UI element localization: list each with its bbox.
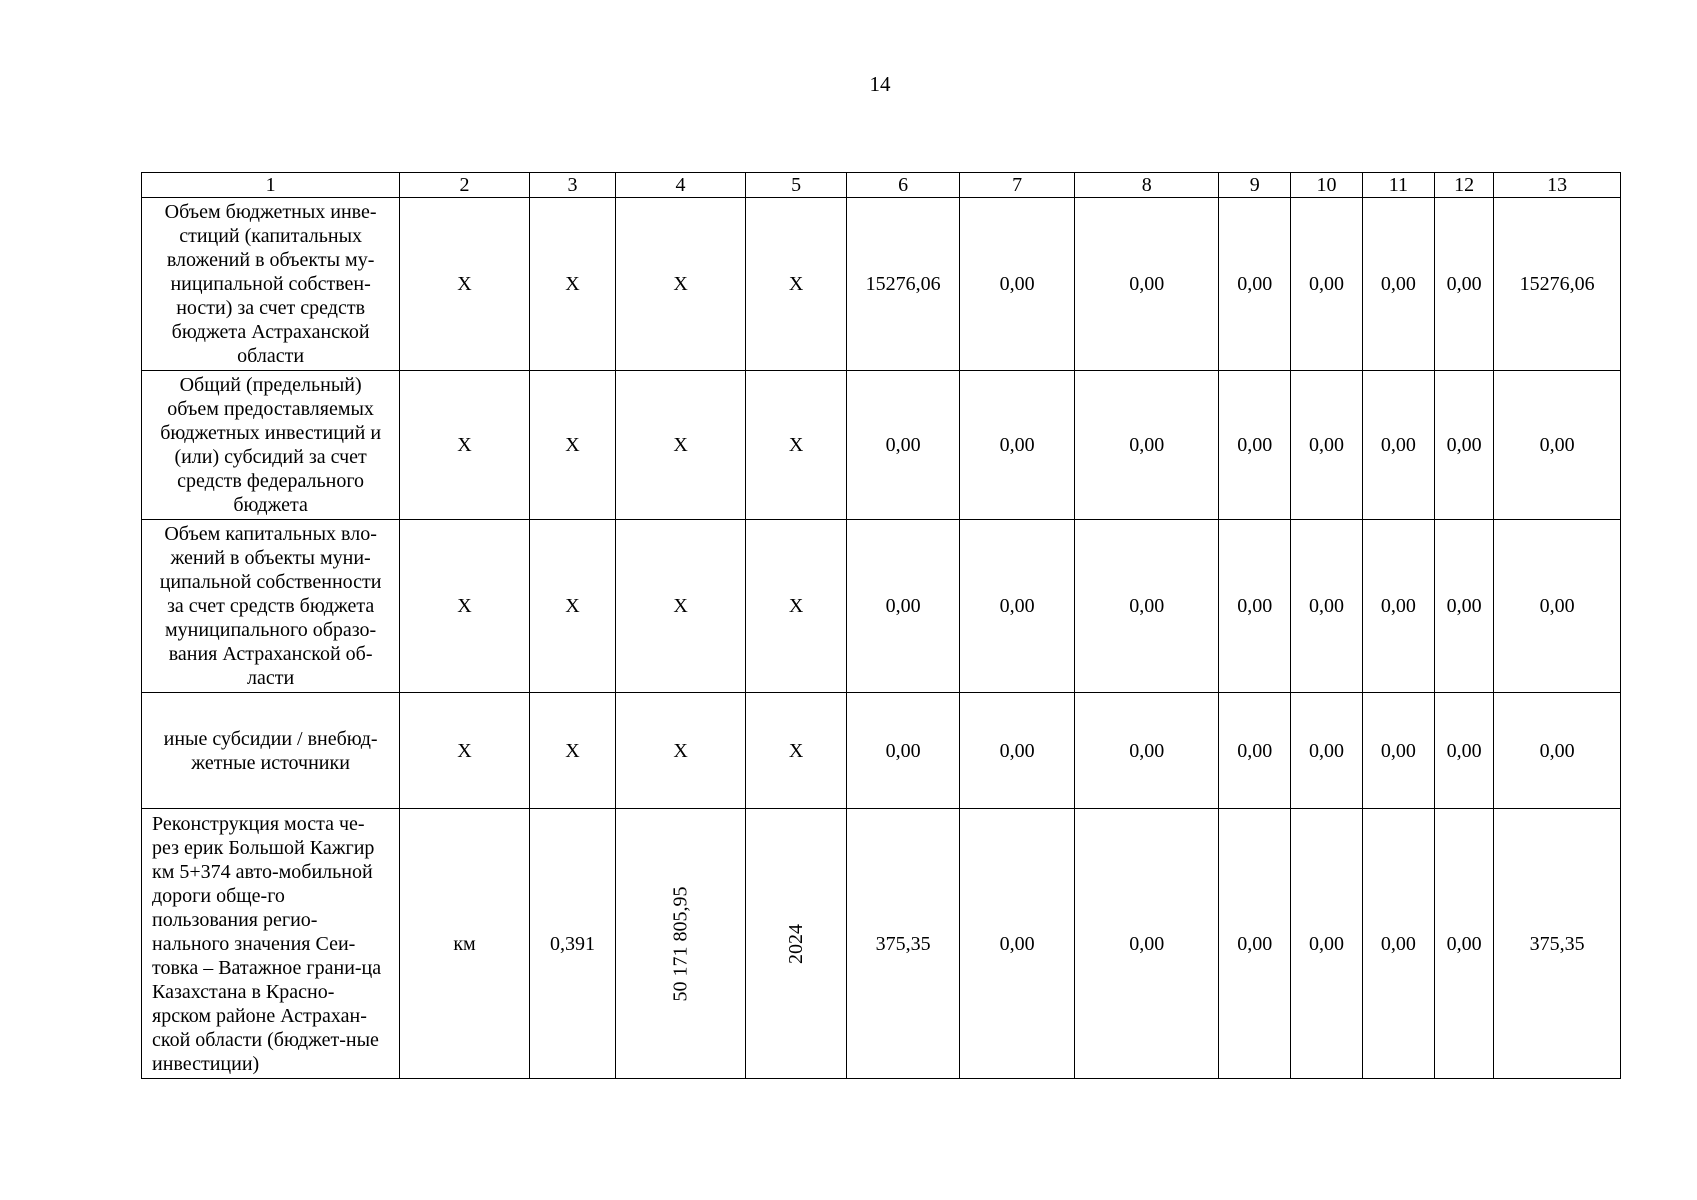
table-cell: 0,00 <box>1435 198 1494 371</box>
table-cell: X <box>616 520 746 693</box>
table-cell: X <box>400 693 530 809</box>
table-cell: X <box>745 520 846 693</box>
table-cell: X <box>616 198 746 371</box>
table-cell: 0,00 <box>1291 809 1362 1079</box>
table-cell: 0,00 <box>959 520 1075 693</box>
table-cell: 0,00 <box>1494 520 1621 693</box>
header-cell: 10 <box>1291 173 1362 198</box>
header-cell: 5 <box>745 173 846 198</box>
table-cell: 0,00 <box>959 809 1075 1079</box>
row-description: иные субсидии / внебюд-жетные источники <box>142 693 400 809</box>
table-cell: 0,00 <box>1362 198 1434 371</box>
table-cell: X <box>529 371 615 520</box>
table-cell: 0,00 <box>1291 520 1362 693</box>
table-cell: 0,00 <box>1435 520 1494 693</box>
budget-table <box>141 172 1621 1079</box>
table-cell: 0,00 <box>1075 809 1219 1079</box>
row-description: Общий (предельный) объем предоставляемых бюджетных инвестиций и (или) субсидий за счет средств федерального бюджета <box>142 371 400 520</box>
table-cell: X <box>745 371 846 520</box>
table-cell: 0,00 <box>847 371 960 520</box>
table-cell: 0,00 <box>1075 371 1219 520</box>
header-cell: 2 <box>400 173 530 198</box>
table-cell: X <box>745 198 846 371</box>
header-cell: 11 <box>1362 173 1434 198</box>
table-cell: 0,00 <box>1435 693 1494 809</box>
table-cell: 0,00 <box>847 693 960 809</box>
table-cell: 0,00 <box>1362 520 1434 693</box>
table-row <box>142 693 1621 809</box>
table-cell: 0,00 <box>1494 693 1621 809</box>
table-cell: 0,00 <box>1291 198 1362 371</box>
table-cell: 0,00 <box>1291 693 1362 809</box>
row-description: Объем капитальных вло-жений в объекты муни-ципальной собственности за счет средств бюджета муниципального образо-вания Астраханской об-ласти <box>142 520 400 693</box>
table-cell: X <box>529 198 615 371</box>
rotated-value: 50 171 805,95 <box>669 886 692 1001</box>
table-row <box>142 809 1621 1079</box>
table-cell: 0,00 <box>847 520 960 693</box>
table-cell: 0,00 <box>959 198 1075 371</box>
table-cell: 375,35 <box>847 809 960 1079</box>
table-cell: 0,00 <box>1219 809 1291 1079</box>
header-cell: 12 <box>1435 173 1494 198</box>
table-row <box>142 198 1621 371</box>
rotated-year: 2024 <box>785 923 808 964</box>
table-cell: 0,00 <box>1075 693 1219 809</box>
header-row <box>142 173 1621 198</box>
table-cell: 0,00 <box>1291 371 1362 520</box>
table-cell: X <box>400 198 530 371</box>
table-cell: 15276,06 <box>847 198 960 371</box>
table-cell: 15276,06 <box>1494 198 1621 371</box>
header-cell: 7 <box>959 173 1075 198</box>
table-cell: 375,35 <box>1494 809 1621 1079</box>
table-cell: X <box>529 693 615 809</box>
header-cell: 1 <box>142 173 400 198</box>
table-cell: 0,00 <box>1219 371 1291 520</box>
table-cell: 0,00 <box>1219 693 1291 809</box>
table-cell: 0,00 <box>1435 809 1494 1079</box>
table-cell: км <box>400 809 530 1079</box>
header-cell: 4 <box>616 173 746 198</box>
table-cell: X <box>616 371 746 520</box>
table-cell: 0,00 <box>1494 371 1621 520</box>
row-description: Объем бюджетных инве-стиций (капитальных вложений в объекты му-ниципальной собствен-ности) за счет средств бюджета Астраханской области <box>142 198 400 371</box>
table-cell: 0,00 <box>1362 809 1434 1079</box>
row-description: Реконструкция моста че-рез ерик Большой Кажгир км 5+374 авто-мобильной дороги обще-го пользования регио-нального значения Сеи-товка – Ватажное грани-ца Казахстана в Красно-ярском районе Астрахан-ской области (бюджет-ные инвестиции) <box>142 809 400 1079</box>
table-cell: 0,391 <box>529 809 615 1079</box>
table-cell: 0,00 <box>959 371 1075 520</box>
table-row <box>142 371 1621 520</box>
table-cell: 0,00 <box>1075 198 1219 371</box>
table-cell-rotated <box>616 809 746 1079</box>
table-cell: 0,00 <box>959 693 1075 809</box>
header-cell: 3 <box>529 173 615 198</box>
table-cell-rotated <box>745 809 846 1079</box>
table-cell: 0,00 <box>1362 693 1434 809</box>
table-row <box>142 520 1621 693</box>
table-cell: X <box>616 693 746 809</box>
header-cell: 13 <box>1494 173 1621 198</box>
table-cell: X <box>529 520 615 693</box>
table-cell: 0,00 <box>1219 198 1291 371</box>
header-cell: 9 <box>1219 173 1291 198</box>
header-cell: 6 <box>847 173 960 198</box>
table-cell: X <box>400 520 530 693</box>
table-cell: X <box>400 371 530 520</box>
table-cell: 0,00 <box>1219 520 1291 693</box>
table-cell: 0,00 <box>1362 371 1434 520</box>
page-number: 14 <box>869 72 891 96</box>
table-cell: 0,00 <box>1435 371 1494 520</box>
header-cell: 8 <box>1075 173 1219 198</box>
table-cell: 0,00 <box>1075 520 1219 693</box>
table-cell: X <box>745 693 846 809</box>
